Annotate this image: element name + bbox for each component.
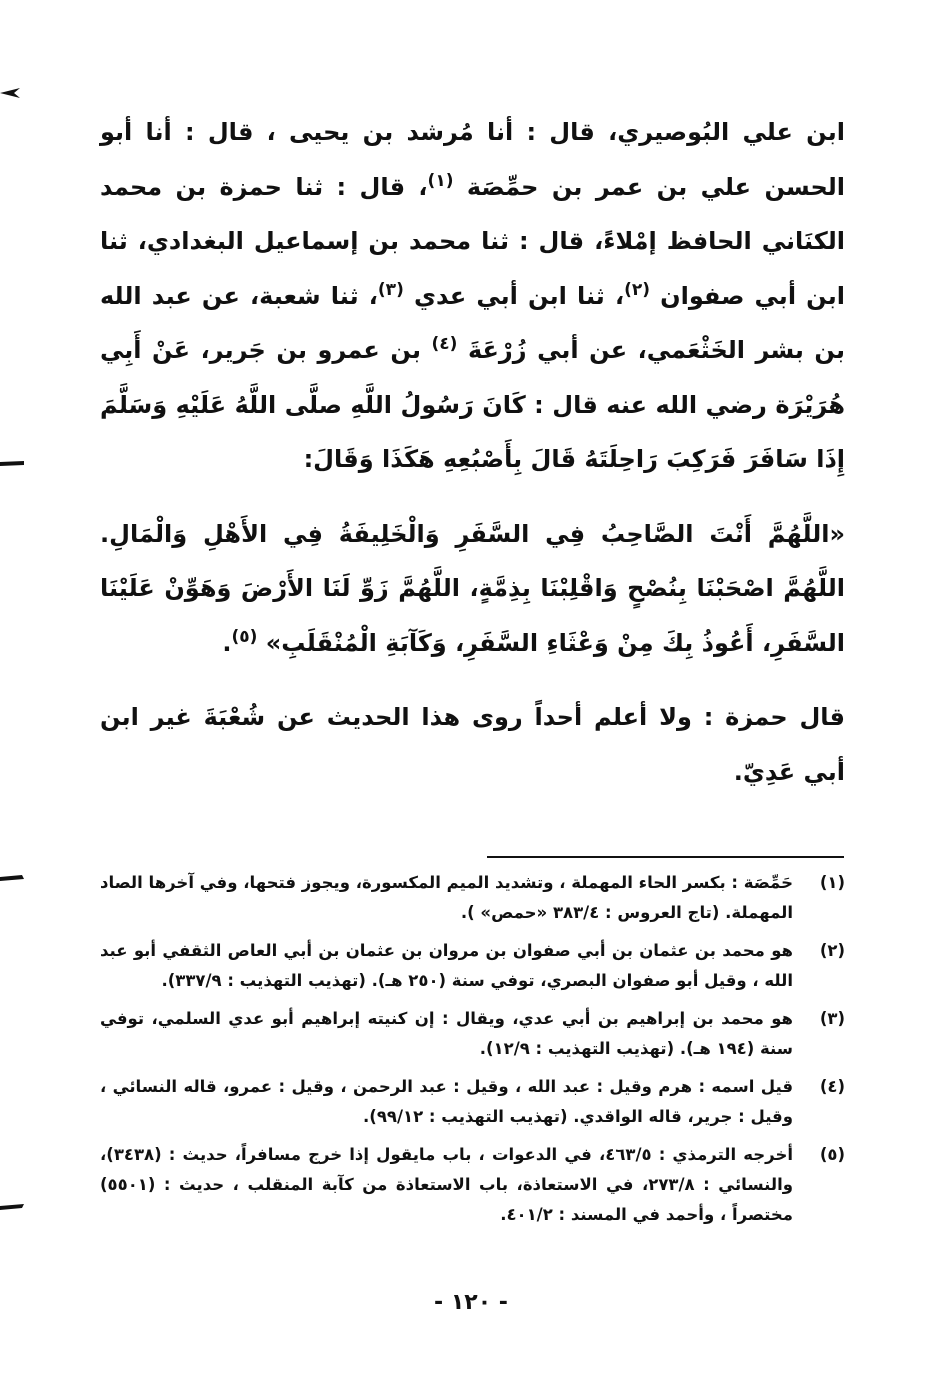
hadith-intro: عَنْ أَبِي هُرَيْرَة رضي الله عنه قال : كَانَ رَسُولُ اللَّهِ صلَّى اللَّهُ عَلَيْهِ وَسَلَّمَ إِذَا سَافَرَ فَرَكِبَ رَاحِلَتَهُ قَالَ بِأَصْبُعِهِ هَكَذَا وَقَالَ: <box>100 336 845 473</box>
footnote-item <box>100 1072 845 1132</box>
isnad-line-2b: ، قال : ثنا حمزة بن محمد الكنَاني الحافظ إمْلاءً، قال : ثنا <box>100 172 846 255</box>
footnote-number: (٢) <box>819 941 845 960</box>
edge-mark-1 <box>0 86 26 100</box>
main-text <box>100 105 845 799</box>
footnote-ref-4[interactable]: (٤) <box>431 334 458 354</box>
footnote-ref-1[interactable]: (١) <box>427 170 454 191</box>
footnote-text: هو محمد بن عثمان بن أبي صفوان بن مروان بن عثمان بن أبي العاص الثقفي أبو عبد الله ، وقيل أبو صفوان البصري، توفي سنة (٢٥٠ هـ). (تهذيب التهذيب : ٣٣٧/٩). <box>100 941 793 990</box>
footnote-ref-2[interactable]: (٢) <box>624 279 651 300</box>
footnote-text: قيل اسمه : هرم وقيل : عبد الله ، وقيل : عبد الرحمن ، وقيل : عمرو، قاله النسائي ، وقيل : جرير، قاله الواقدي. (تهذيب التهذيب : ٩٩/١٢). <box>100 1077 793 1126</box>
footnote-text: أخرجه الترمذي : ٤٦٣/٥، في الدعوات ، باب مايقول إذا خرج مسافراً، حديث : (٣٤٣٨)، والنسائي : ٢٧٣/٨، في الاستعاذة، باب الاستعاذة من كآبة المنقلب ، حديث : (٥٥٠١) مختصراً ، وأحمد في المسند : ٤٠١/٢. <box>100 1145 793 1224</box>
edge-mark-3 <box>0 872 26 886</box>
footnote-separator <box>487 856 844 858</box>
footnote-number: (٤) <box>819 1077 845 1096</box>
closing-text: قال حمزة : ولا أعلم أحداً روى هذا الحديث عن شُعْبَةَ غير ابن أبي عَدِيّ. <box>100 703 845 786</box>
footnote-ref-5[interactable]: (٥) <box>231 626 258 647</box>
footnote-number: (٥) <box>819 1145 845 1164</box>
isnad-line-3c: ، <box>368 281 378 310</box>
footnote-item <box>100 1004 845 1064</box>
dua-end: . <box>222 628 232 657</box>
footnotes <box>100 868 845 1238</box>
footnote-item <box>100 868 845 928</box>
footnote-item <box>100 1140 845 1230</box>
isnad-line-3b: ، ثنا ابن أبي عدي <box>413 281 625 310</box>
isnad-paragraph <box>100 105 845 487</box>
edge-mark-4 <box>0 1200 26 1214</box>
footnote-number: (٣) <box>819 1009 845 1028</box>
dua-paragraph <box>100 507 845 671</box>
footnote-number: (١) <box>819 873 845 892</box>
footnote-item <box>100 936 845 996</box>
isnad-line-4b: بن عمرو بن جَرير، <box>200 336 421 364</box>
closing-paragraph <box>100 690 845 799</box>
isnad-line-1: ابن علي البُوصيري، قال : أنا مُرشد بن يحيى ، قال : أنا أبو الحسن علي بن <box>100 118 846 201</box>
dua-text: «اللَّهُمَّ أَنْتَ الصَّاحِبُ فِي السَّفَرِ وَالْخَلِيفَةُ فِي الأَهْلِ وَالْمَالِ. اللَّهُمَّ اصْحَبْنَا بِنُصْحٍ وَاقْلِبْنَا بِذِمَّةٍ، اللَّهُمَّ زَوِّ لَنَا الأَرْضَ وَهَوِّنْ عَلَيْنَا السَّفَرِ، أَعُوذُ بِكَ مِنْ وَعْثَاءِ السَّفَرِ، وَكَآبَةِ الْمُنْقَلَبِ» <box>100 519 845 657</box>
isnad-line-3a: محمد بن إسماعيل البغدادي، ثنا ابن أبي صفوان <box>100 227 846 310</box>
page-number: - ١٢٠ - <box>434 1290 508 1315</box>
footnote-text: حَمِّصَة : بكسر الحاء المهملة ، وتشديد الميم المكسورة، ويجوز فتحها، وفي آخرها الصاد المهملة. (تاج العروس : ٣٨٣/٤ «حمص» ). <box>100 873 793 922</box>
footnote-ref-3[interactable]: (٣) <box>377 279 404 300</box>
edge-mark-2 <box>0 457 26 471</box>
isnad-line-2a: عمر بن حمِّصَة <box>466 172 644 201</box>
isnad-line-4a: ثنا شعبة، عن عبد الله بن بشر الخَثْعَمي، عن أبي زُرْعَةَ <box>100 281 846 364</box>
footnote-text: هو محمد بن إبراهيم بن أبي عدي، ويقال : إن كنيته إبراهيم أبو عدي السلمي، توفي سنة (١٩٤ هـ). (تهذيب التهذيب : ١٢/٩). <box>100 1009 793 1058</box>
